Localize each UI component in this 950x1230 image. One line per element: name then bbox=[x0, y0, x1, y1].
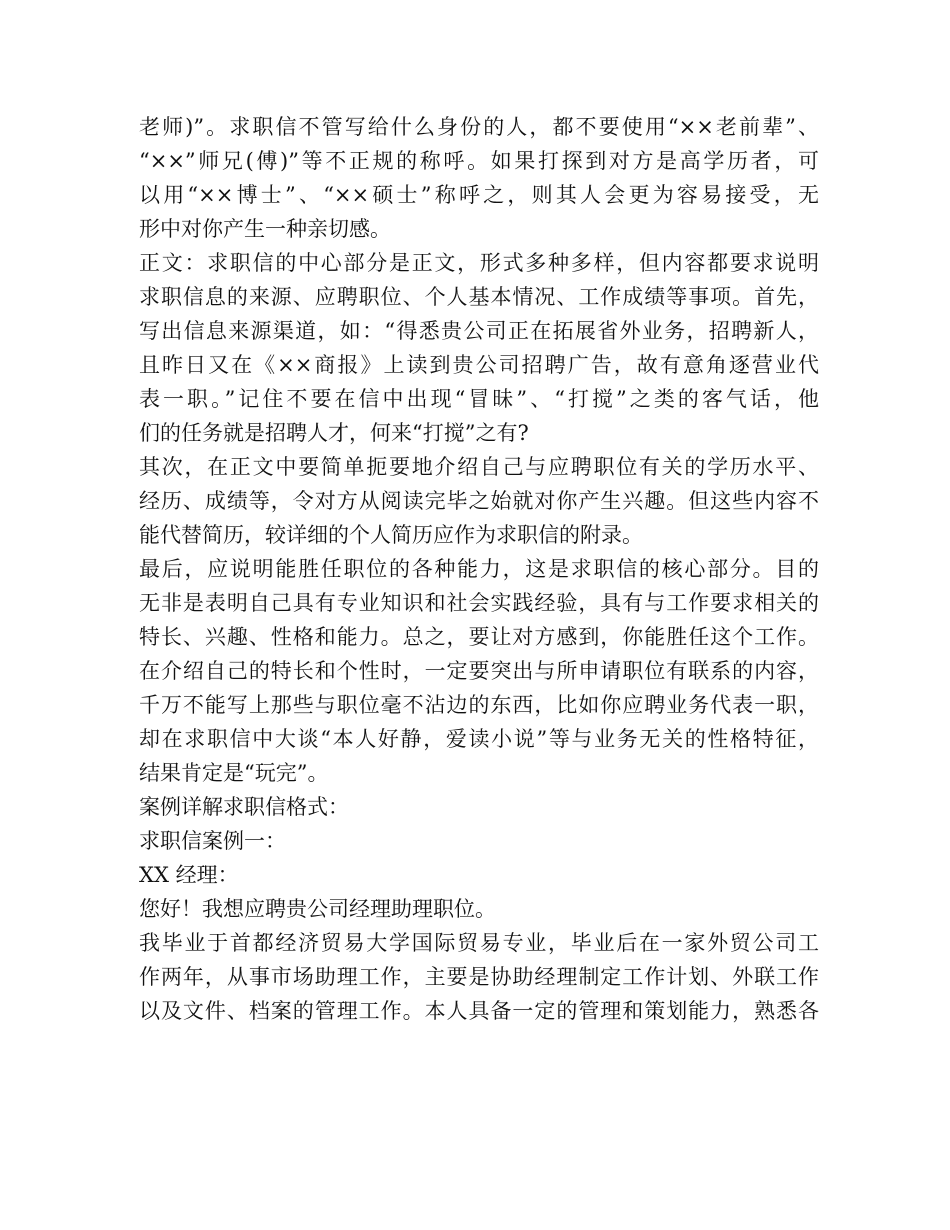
text-line: 以及文件、档案的管理工作。本人具备一定的管理和策划能力，熟悉各 bbox=[139, 999, 819, 1023]
text-line: 且昨日又在《××商报》上读到贵公司招聘广告，故有意角逐营业代 bbox=[139, 353, 819, 377]
text-line: XX 经理： bbox=[139, 863, 239, 887]
text-line: 最后，应说明能胜任职位的各种能力，这是求职信的核心部分。目的 bbox=[139, 557, 819, 581]
text-line: 特长、兴趣、性格和能力。总之，要让对方感到，你能胜任这个工作。 bbox=[139, 625, 819, 649]
text-line: 却在求职信中大谈“本人好静，爱读小说”等与业务无关的性格特征， bbox=[139, 727, 819, 751]
text-line: 结果肯定是“玩完”。 bbox=[139, 761, 329, 785]
text-line: “××”师兄(傅)”等不正规的称呼。如果打探到对方是高学历者，可 bbox=[139, 149, 819, 173]
text-line: 作两年，从事市场助理工作，主要是协助经理制定工作计划、外联工作 bbox=[139, 965, 819, 989]
text-line: 其次，在正文中要简单扼要地介绍自己与应聘职位有关的学历水平、 bbox=[139, 455, 819, 479]
text-line: 形中对你产生一种亲切感。 bbox=[139, 217, 391, 241]
text-line: 们的任务就是招聘人才，何来“打搅”之有? bbox=[139, 421, 529, 445]
text-line: 无非是表明自己具有专业知识和社会实践经验，具有与工作要求相关的 bbox=[139, 591, 819, 615]
text-line: 以用“××博士”、“××硕士”称呼之，则其人会更为容易接受，无 bbox=[139, 183, 819, 207]
text-line: 我毕业于首都经济贸易大学国际贸易专业，毕业后在一家外贸公司工 bbox=[139, 931, 819, 955]
text-line: 表一职。”记住不要在信中出现“冒昧”、“打搅”之类的客气话，他 bbox=[139, 387, 819, 411]
text-line: 求职信案例一： bbox=[139, 829, 286, 853]
text-line: 您好！我想应聘贵公司经理助理职位。 bbox=[139, 897, 496, 921]
text-line: 写出信息来源渠道，如：“得悉贵公司正在拓展省外业务，招聘新人， bbox=[139, 319, 819, 343]
text-line: 千万不能写上那些与职位毫不沾边的东西，比如你应聘业务代表一职， bbox=[139, 693, 819, 717]
text-line: 求职信息的来源、应聘职位、个人基本情况、工作成绩等事项。首先， bbox=[139, 285, 819, 309]
text-line: 老师)”。求职信不管写给什么身份的人，都不要使用“××老前辈”、 bbox=[139, 115, 819, 139]
document-body bbox=[139, 110, 819, 1028]
text-line: 能代替简历，较详细的个人简历应作为求职信的附录。 bbox=[139, 523, 643, 547]
text-line: 经历、成绩等，令对方从阅读完毕之始就对你产生兴趣。但这些内容不 bbox=[139, 489, 819, 513]
text-line: 正文：求职信的中心部分是正文，形式多种多样，但内容都要求说明 bbox=[139, 251, 819, 275]
text-line: 案例详解求职信格式： bbox=[139, 795, 349, 819]
text-line: 在介绍自己的特长和个性时，一定要突出与所申请职位有联系的内容， bbox=[139, 659, 819, 683]
